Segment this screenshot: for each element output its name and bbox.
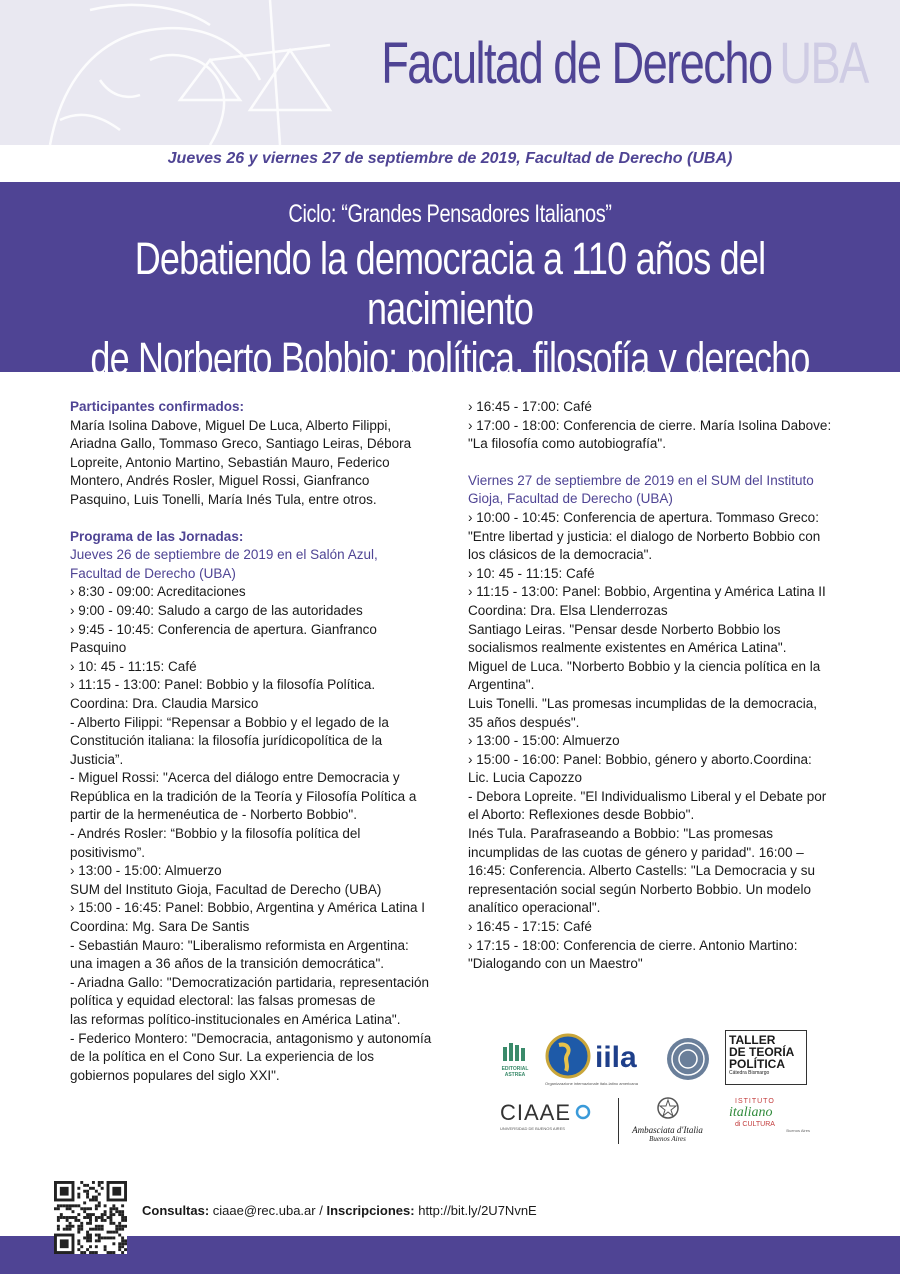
day-heading: Viernes 27 de septiembre de 2019 en el SUM del Instituto Gioja, Facultad de Derecho (UBA) (468, 472, 814, 507)
program-line: - Andrés Rosler: “Bobbio y la filosofía política del positivismo”. (70, 826, 361, 860)
faculty-name: Facultad de Derecho (381, 31, 772, 96)
astrea-logo (495, 1043, 535, 1078)
program-line: › 17:15 - 18:00: Conferencia de cierre. Antonio Martino: "Dialogando con un Maestro" (468, 937, 798, 972)
program-line: › 13:00 - 15:00: Almuerzo (70, 863, 222, 879)
uba-label: UBA (779, 31, 868, 96)
iic-line-3: di CULTURA (735, 1121, 775, 1128)
taller-line-3: POLÍTICA (729, 1057, 785, 1071)
program-line: › 10: 45 - 11:15: Café (468, 565, 595, 581)
qr-code-icon[interactable] (54, 1181, 127, 1254)
program-line: › 15:00 - 16:45: Panel: Bobbio, Argentina y América Latina I Coordina: Mg. Sara De Santis (70, 900, 425, 935)
program-line: - Miguel Rossi: "Acerca del diálogo entre Democracia y República en la tradición de la Teoría y Filosofía Política a partir de la hermenéutica de - Norberto Bobbio". (70, 770, 417, 823)
spacer (468, 454, 833, 472)
program-line: › 10: 45 - 11:15: Café (70, 658, 197, 674)
footer-band (0, 1236, 900, 1274)
taller-line-2: DE TEORÍA (729, 1045, 795, 1059)
ciaae-logo (500, 1100, 610, 1131)
iic-line-2: italiano (729, 1105, 773, 1120)
title-band (0, 182, 900, 384)
iic-logo (715, 1098, 810, 1133)
globe-icon (545, 1033, 591, 1079)
event-title-line-1: Debatiendo la democracia a 110 años del nacimiento (134, 233, 766, 334)
program-line: María Isolina Dabove, Miguel De Luca, Alberto Filippi, Ariadna Gallo, Tommaso Greco, Santiago Leiras, Débora Lopreite, Antonio Martino, Sebastián Mauro, Federico Montero, Andrés Rosler, Miguel Rossi, Gianfranco Pasquino, Luis Tonelli, María Inés Tula, entre otros. (70, 417, 412, 507)
event-date-line: Jueves 26 y viernes 27 de septiembre de 2019, Facultad de Derecho (UBA) (167, 150, 733, 167)
program-line: › 16:45 - 17:00: Café (468, 399, 592, 414)
cycle-label: Ciclo: “Grandes Pensadores Italianos” (288, 200, 612, 228)
iila-logo (545, 1033, 655, 1086)
program-line: › 11:15 - 13:00: Panel: Bobbio y la filosofía Política. Coordina: Dra. Claudia Marsico (70, 677, 376, 711)
program-line: - Alberto Filippi: “Repensar a Bobbio y el legado de la Constitución italiana: la filosofía jurídicopolítica de la Justicia”. (70, 714, 389, 767)
justice-illustration-icon (30, 0, 390, 145)
spacer (70, 510, 432, 528)
contact-line (142, 1203, 537, 1218)
iic-line-4: Buenos Aires (786, 1128, 810, 1133)
embajada-line-1: Ambasciata d'Italia (632, 1125, 703, 1135)
event-title (90, 234, 810, 384)
ciaae-text: CIAAE (500, 1100, 572, 1125)
embajada-line-2: Buenos Aires (649, 1135, 686, 1143)
program-line: las reformas político-institucionales en América Latina". (70, 1012, 401, 1027)
program-line: Luis Tonelli. "Las promesas incumplidas de la democracia, 35 años después". (468, 695, 817, 730)
program-line: - Debora Lopreite. "El Individualismo Liberal y el Debate por el Aborto: Reflexiones desde Bobbio". (468, 788, 827, 823)
iila-text: iila (595, 1041, 637, 1074)
program-line: › 15:00 - 16:00: Panel: Bobbio, género y aborto.Coordina: Lic. Lucia Capozzo (468, 751, 812, 786)
program-line: Miguel de Luca. "Norberto Bobbio y la ciencia política en la Argentina". (468, 658, 821, 693)
ring-icon (575, 1104, 591, 1120)
day-heading: Jueves 26 de septiembre de 2019 en el Salón Azul, Facultad de Derecho (UBA) (70, 547, 378, 581)
taller-line-4: Cátedra Bismargo (729, 1070, 770, 1076)
hapo-seal-logo (665, 1036, 711, 1087)
program-line: Inés Tula. Parafraseando a Bobbio: "Las promesas incumplidas de las cuotas de género y paridad". 16:00 – 16:45: Conferencia. Alberto Castells: "La Democracia y su representación social según Norberto Bobbio. Un modelo analítico operacional". (468, 826, 815, 916)
program-left-column (70, 398, 432, 1085)
program-line: › 16:45 - 17:15: Café (468, 919, 592, 935)
section-heading: Participantes confirmados: (70, 399, 245, 414)
iila-subtext: Organizzazione internazionale italo-latino americana (545, 1081, 638, 1086)
program-line: › 9:00 - 09:40: Saludo a cargo de las autoridades (70, 602, 363, 618)
consultas-email[interactable]: ciaae@rec.uba.ar / (212, 1203, 323, 1218)
section-heading: Programa de las Jornadas: (70, 528, 244, 544)
taller-line-1: TALLER (729, 1033, 776, 1047)
program-line: › 13:00 - 15:00: Almuerzo (468, 733, 620, 749)
program-line: › 9:45 - 10:45: Conferencia de apertura. Gianfranco Pasquino (70, 621, 377, 656)
program-line: - Federico Montero: "Democracia, antagonismo y autonomía de la política en el Cono Sur. La experiencia de los gobiernos populares del siglo XXI". (70, 1030, 432, 1083)
astrea-bars-icon (500, 1043, 530, 1061)
program-line: › 10:00 - 10:45: Conferencia de apertura. Tommaso Greco: "Entre libertad y justicia: el dialogo de Norberto Bobbio con los clásicos de la democracia". (468, 509, 821, 563)
program-line: › 8:30 - 09:00: Acreditaciones (70, 584, 246, 600)
program-line: › 11:15 - 13:00: Panel: Bobbio, Argentina y América Latina II Coordina: Dra. Elsa Llenderrozas (468, 584, 826, 618)
faculty-title (382, 30, 868, 97)
italy-emblem-icon (656, 1096, 680, 1120)
sponsor-logos (490, 1028, 820, 1158)
iic-line-1: ISTITUTO (735, 1098, 775, 1105)
inscripciones-url[interactable]: http://bit.ly/2U7NvnE (418, 1203, 537, 1218)
inscripciones-label: Inscripciones: (326, 1203, 415, 1218)
program-line: › 17:00 - 18:00: Conferencia de cierre. María Isolina Dabove: "La filosofía como autobiografía". (468, 417, 832, 452)
astrea-text: EDITORIAL ASTREA (501, 1066, 529, 1078)
taller-logo (725, 1030, 807, 1085)
ciaae-subtext: UNIVERSIDAD DE BUENOS AIRES (500, 1126, 565, 1131)
program-line: - Sebastián Mauro: "Liberalismo reformista en Argentina: una imagen a 36 años de la transición democrática". (70, 937, 409, 972)
embajada-logo (625, 1096, 710, 1143)
logo-divider (618, 1098, 619, 1144)
event-title-line-2: de Norberto Bobbio: política, filosofía y derecho (90, 333, 810, 384)
program-line: Santiago Leiras. "Pensar desde Norberto Bobbio los socialismos realmente existentes en América Latina". (468, 621, 787, 656)
program-line: SUM del Instituto Gioja, Facultad de Derecho (UBA) (70, 881, 382, 897)
header (0, 0, 900, 145)
consultas-label: Consultas: (142, 1203, 210, 1218)
program-right-column (468, 398, 833, 974)
program-line: - Ariadna Gallo: "Democratización partidaria, representación política y equidad electoral: las falsas promesas de (70, 974, 429, 1009)
seal-icon (665, 1036, 711, 1082)
